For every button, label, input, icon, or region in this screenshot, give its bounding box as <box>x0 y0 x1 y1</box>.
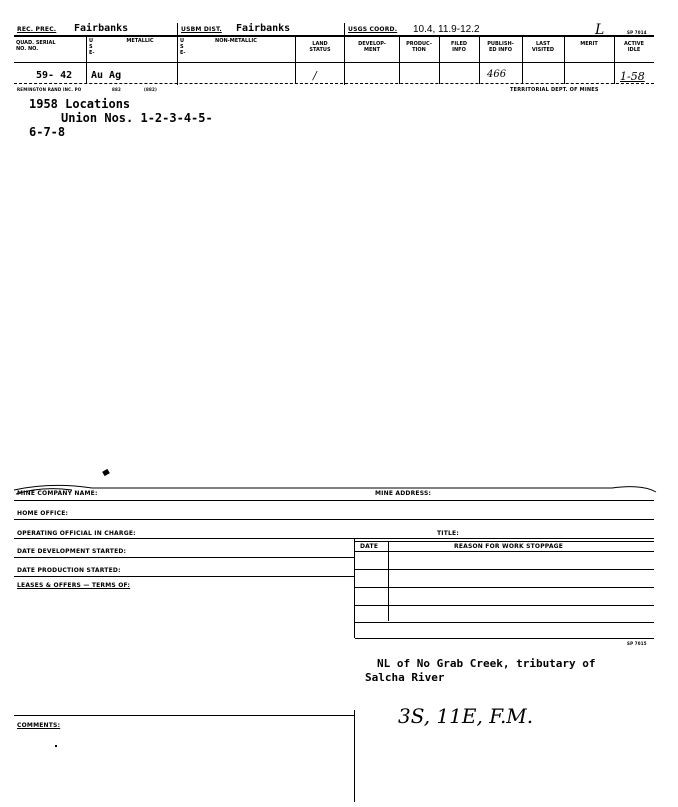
body-line-3: 6-7-8 <box>29 125 66 139</box>
lower-rule <box>14 538 654 539</box>
lower-rule <box>355 622 654 623</box>
usgs-coord-label: USGS COORD. <box>348 26 398 33</box>
operating-official-label: OPERATING OFFICIAL IN CHARGE: <box>17 530 136 537</box>
col-u-letters-2: U S E- <box>180 38 186 56</box>
lower-rule <box>355 587 654 588</box>
title-label: TITLE: <box>437 530 459 537</box>
department-name: TERRITORIAL DEPT. OF MINES <box>510 87 599 93</box>
date-prod-started-label: DATE PRODUCTION STARTED: <box>17 567 121 574</box>
lower-rule <box>355 605 654 606</box>
date-dev-started-label: DATE DEVELOPMENT STARTED: <box>17 548 127 555</box>
lower-top-border <box>12 476 658 496</box>
lower-rule <box>14 500 654 501</box>
reason-column-header: REASON FOR WORK STOPPAGE <box>454 543 564 550</box>
mine-address-label: MINE ADDRESS: <box>375 490 432 497</box>
col-land-status: LAND STATUS <box>309 41 331 53</box>
ink-speck <box>55 745 57 747</box>
printer-code-2: (882) <box>144 87 158 92</box>
row-land-status: / <box>313 69 317 82</box>
lower-rule <box>355 541 654 542</box>
col-quad-serial: QUAD. SERIAL NO. NO. <box>16 40 56 52</box>
usbm-dist-label: USBM DIST. <box>181 26 222 33</box>
form-number-top: SP 7014 <box>627 30 647 35</box>
mine-company-name-label: MINE COMPANY NAME: <box>17 490 98 497</box>
lower-vertical-divider <box>354 710 355 802</box>
date-column-header: DATE <box>360 543 379 550</box>
col-merit: MERIT <box>580 41 598 47</box>
row-quad-serial: 59- 42 <box>36 70 73 81</box>
col-published-info: PUBLISH- ED INFO <box>487 41 514 53</box>
lower-vertical-divider <box>388 541 389 621</box>
body-line-2: Union Nos. 1-2-3-4-5- <box>61 111 213 125</box>
col-filed-info: FILED INFO <box>450 41 468 53</box>
col-non-metallic: NON-METALLIC <box>215 38 257 44</box>
location-line-1: NL of No Grab Creek, tributary of <box>377 657 596 670</box>
home-office-label: HOME OFFICE: <box>17 510 69 517</box>
header-divider <box>344 23 345 85</box>
header-mid-rule <box>14 62 654 63</box>
row-published-info: 466 <box>487 69 507 80</box>
rec-prec-value: Fairbanks <box>74 23 129 34</box>
col-development: DEVELOP- MENT <box>358 41 386 53</box>
lower-rule <box>14 557 354 558</box>
col-production: PRODUC- TION <box>406 41 432 53</box>
comments-label: COMMENTS: <box>17 722 61 729</box>
lower-vertical-divider <box>354 538 355 638</box>
corner-mark: L <box>595 22 605 38</box>
row-active-idle: 1-58 <box>620 70 645 83</box>
col-u-letters: U S E- <box>89 38 95 56</box>
handwritten-location: 3S, 11E, F.M. <box>398 704 534 728</box>
lower-rule <box>14 519 654 520</box>
lower-rule <box>355 638 654 639</box>
leases-label: LEASES & OFFERS — TERMS OF: <box>17 582 131 589</box>
lower-rule <box>355 569 654 570</box>
lower-rule <box>14 576 354 577</box>
col-last-visited: LAST VISITED <box>531 41 555 53</box>
header-divider <box>177 23 178 85</box>
body-line-1: 1958 Locations <box>29 97 131 111</box>
comments-rule <box>14 715 354 716</box>
col-metallic: METALLIC <box>126 38 154 44</box>
lower-rule <box>355 551 654 552</box>
col-divider <box>86 36 87 84</box>
header-bottom-rule <box>14 83 654 84</box>
usgs-coord-value: 10.4, 11.9-12.2 <box>413 24 480 35</box>
usbm-dist-value: Fairbanks <box>236 23 291 34</box>
col-active-idle: ACTIVE IDLE <box>623 41 645 53</box>
printer-imprint: REMINGTON RAND INC. PO <box>17 87 82 92</box>
printer-code: 882 <box>112 87 121 92</box>
header-top-rule <box>14 35 654 37</box>
location-line-2: Salcha River <box>365 671 445 684</box>
row-metallic: Au Ag <box>91 70 122 81</box>
rec-prec-label: REC. PREC. <box>17 26 57 33</box>
form-number-bottom: SP 7015 <box>627 641 647 646</box>
